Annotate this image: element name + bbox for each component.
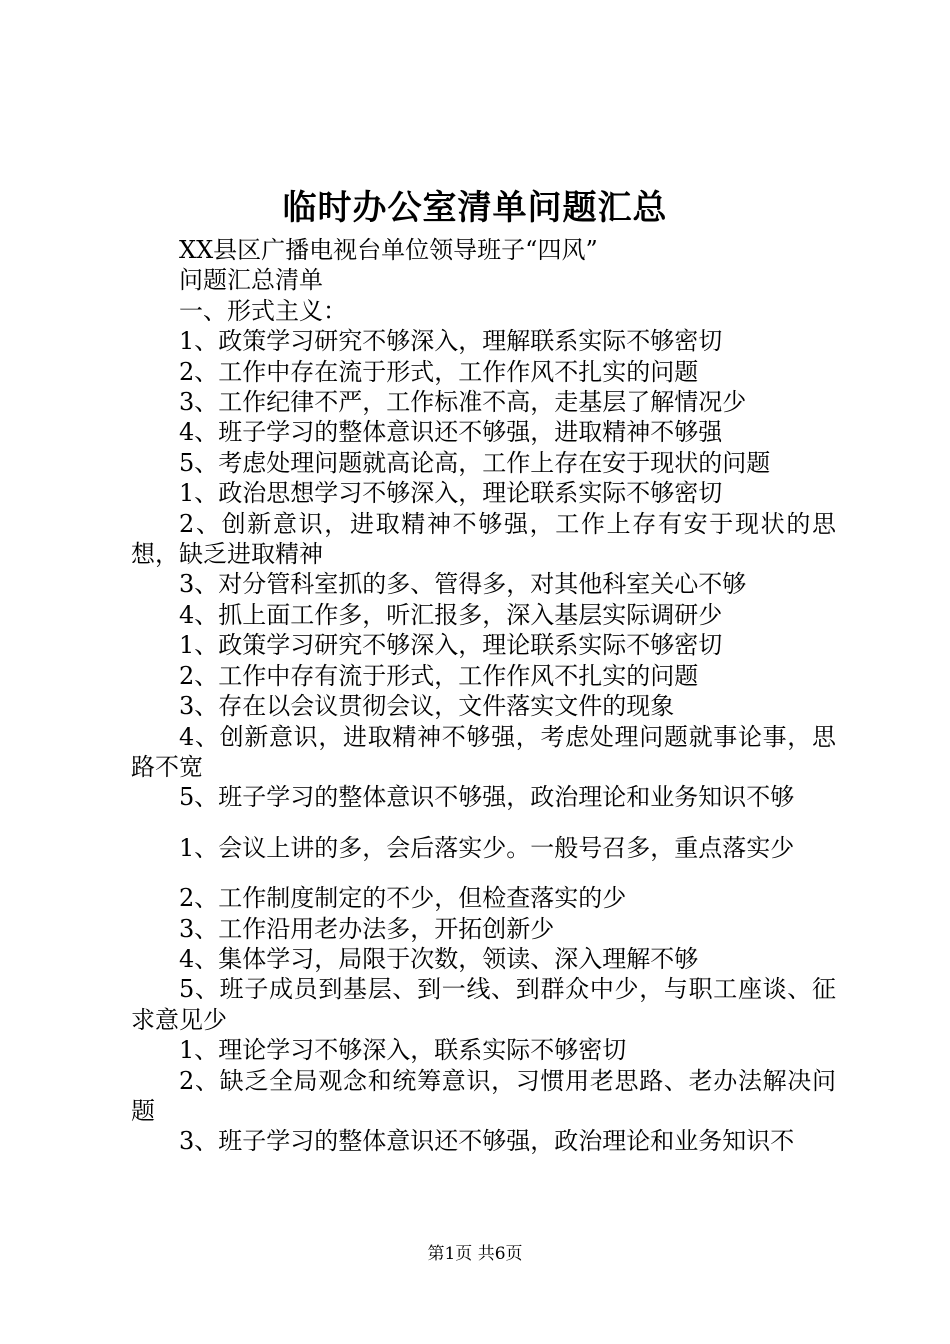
document-title: 临时办公室清单问题汇总 [282,188,668,228]
list-item: 2、工作中存有流于形式，工作作风不扎实的问题 [179,661,699,690]
list-item: 2、创新意识，进取精神不够强，工作上存有安于现状的思想，缺乏进取精神 [131,509,836,569]
list-item: 3、工作沿用老办法多，开拓创新少 [179,914,555,943]
list-item: 2、工作制度制定的不少，但检查落实的少 [179,884,627,913]
list-item: 5、班子成员到基层、到一线、到群众中少，与职工座谈、征求意见少 [131,975,836,1034]
list-item: 4、抓上面工作多，听汇报多，深入基层实际调研少 [179,600,723,629]
list-item: 1、政治思想学习不够深入，理论联系实际不够密切 [179,479,723,508]
list-item: 3、班子学习的整体意识还不够强，政治理论和业务知识不 [179,1127,795,1156]
list-item: 1、理论学习不够深入，联系实际不够密切 [179,1036,627,1065]
list-item: 3、工作纪律不严，工作标准不高，走基层了解情况少 [179,388,747,417]
list-item: 5、考虑处理问题就高论高，工作上存在安于现状的问题 [179,448,771,477]
list-item: 3、对分管科室抓的多、管得多，对其他科室关心不够 [179,570,747,599]
list-item: 4、班子学习的整体意识还不够强，进取精神不够强 [179,418,723,447]
list-item: 5、班子学习的整体意识不够强，政治理论和业务知识不够 [179,783,795,812]
list-item: 4、集体学习，局限于次数，领读、深入理解不够 [179,944,699,973]
list-item: 4、创新意识，进取精神不够强，考虑处理问题就事论事，思路不宽 [131,722,836,781]
list-item: 1、政策学习研究不够深入，理解联系实际不够密切 [179,327,723,356]
section-heading: 一、形式主义： [179,296,347,325]
list-item: 2、工作中存在流于形式，工作作风不扎实的问题 [179,357,699,386]
document-body [131,235,836,1157]
list-item: 1、会议上讲的多，会后落实少。一般号召多，重点落实少 [179,833,795,862]
paragraph: XX县区广播电视台单位领导班子“四风” [179,236,598,264]
list-item: 1、政策学习研究不够深入，理论联系实际不够密切 [179,631,723,660]
page-footer: 第1页 共6页 [427,1244,523,1264]
list-item: 3、存在以会议贯彻会议，文件落实文件的现象 [179,692,675,721]
list-item: 2、缺乏全局观念和统筹意识，习惯用老思路、老办法解决问题 [131,1066,836,1125]
paragraph: 问题汇总清单 [179,266,323,295]
